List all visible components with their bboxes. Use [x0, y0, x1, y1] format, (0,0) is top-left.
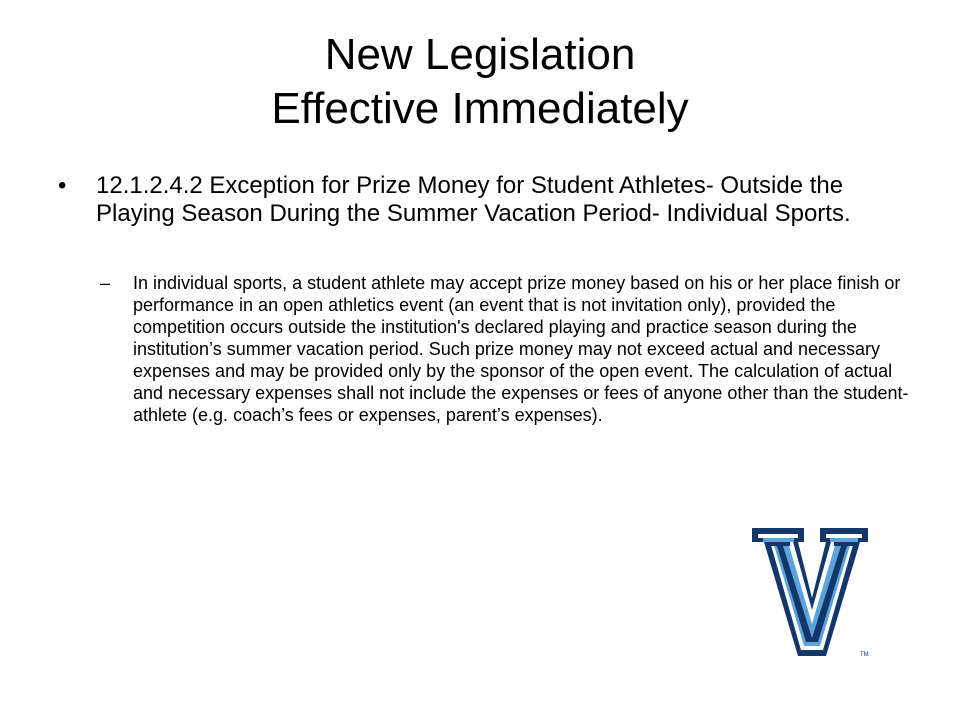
sub-bullet-text: In individual sports, a student athlete may accept prize money based on his or her place finish or performance in an open athletics event (an event that is not invitation only), provided the competition occurs outside the institution's declared playing and practice season during the institution’s summer vacation period. Such prize money may not exceed actual and necessary expenses and may be provided only by the sponsor of the open event. The calculation of actual and necessary expenses shall not include the expenses or fees of anyone other than the student-athlete (e.g. coach’s fees or expenses, parent’s expenses).	[133, 273, 909, 425]
logo-trademark: TM	[860, 652, 869, 658]
slide-title	[0, 28, 960, 136]
main-bullet-text: 12.1.2.4.2 Exception for Prize Money for Student Athletes- Outside the Playing Season During the Summer Vacation Period- Individual Sports.	[96, 172, 851, 227]
sub-bullet-marker: –	[100, 273, 111, 293]
title-line-2: Effective Immediately	[271, 84, 689, 133]
sub-bullet	[100, 272, 920, 426]
title-line-1: New Legislation	[324, 30, 636, 79]
main-bullet	[58, 172, 898, 228]
villanova-v-logo-icon	[752, 528, 872, 658]
bullet-marker: •	[58, 172, 67, 199]
